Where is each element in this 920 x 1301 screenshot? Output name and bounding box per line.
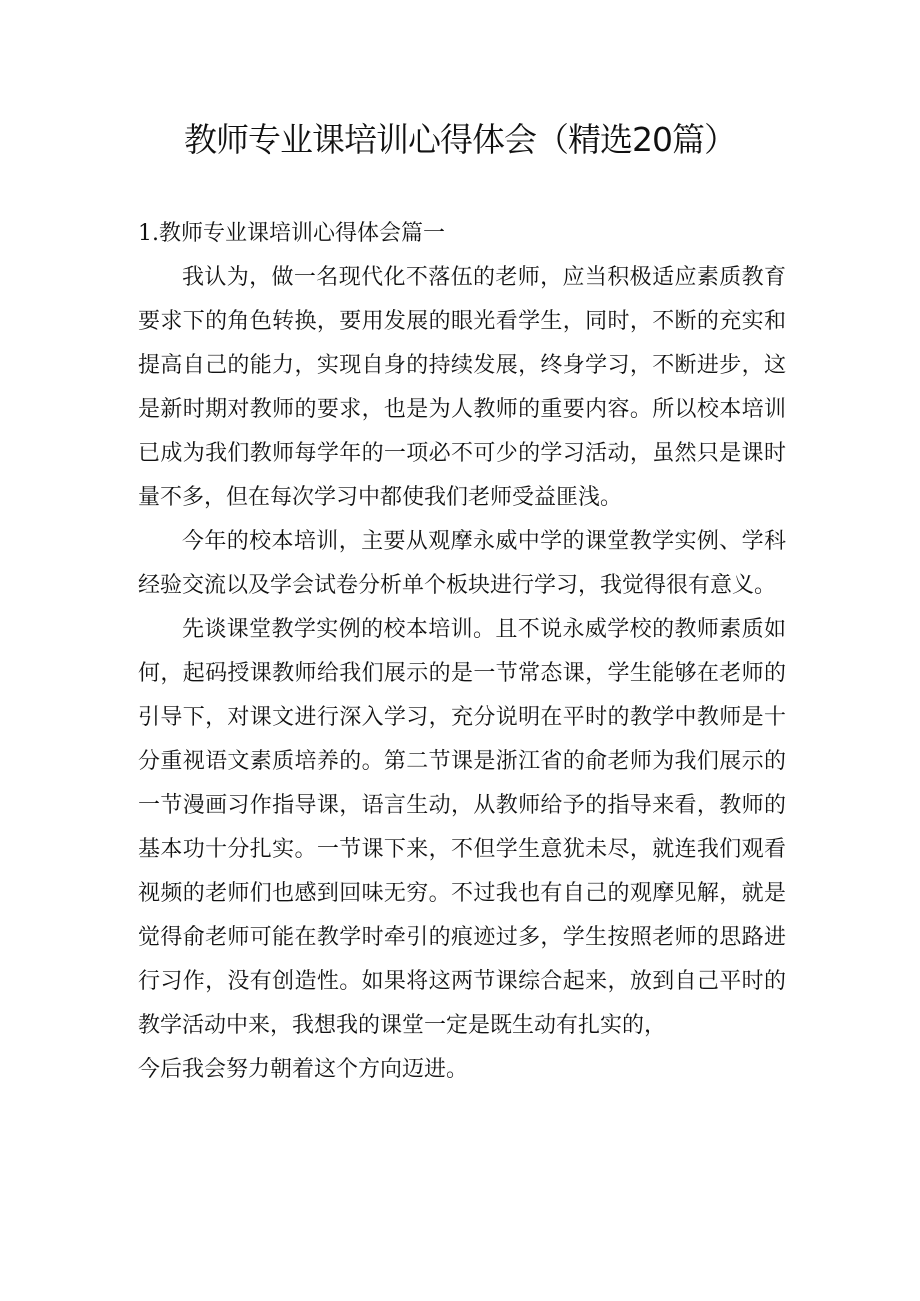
paragraph-4: 今后我会努力朝着这个方向迈进。 [138, 1057, 469, 1082]
section-heading: 1.教师专业课培训心得体会篇一 [138, 221, 445, 246]
paragraph-3: 先谈课堂教学实例的校本培训。且不说永威学校的教师素质如何，起码授课教师给我们展示的是一节常态课，学生能够在老师的引导下，对课文进行深入学习，充分说明在平时的教学中教师是十分重视语文素质培养的。第二节课是浙江省的俞老师为我们展示的一节漫画习作指导课，语言生动，从教师给予的指导来看，教师的基本功十分扎实。一节课下来，不但学生意犹未尽，就连我们观看视频的老师们也感到回味无穷。不过我也有自己的观摩见解，就是觉得俞老师可能在教学时牵引的痕迹过多，学生按照老师的思路进行习作，没有创造性。如果将这两节课综合起来，放到自己平时的教学活动中来，我想我的课堂一定是既生动有扎实的， [138, 617, 786, 1038]
paragraph-1: 我认为，做一名现代化不落伍的老师，应当积极适应素质教育要求下的角色转换，要用发展的眼光看学生，同时，不断的充实和提高自己的能力，实现自身的持续发展，终身学习，不断进步，这是新时期对教师的要求，也是为人教师的重要内容。所以校本培训已成为我们教师每学年的一项必不可少的学习活动，虽然只是课时量不多，但在每次学习中都使我们老师受益匪浅。 [138, 265, 786, 510]
document-title: 教师专业课培训心得体会（精选20篇） [184, 120, 736, 159]
document-body [138, 212, 786, 1092]
paragraph-2: 今年的校本培训，主要从观摩永威中学的课堂教学实例、学科经验交流以及学会试卷分析单个板块进行学习，我觉得很有意义。 [138, 529, 786, 598]
